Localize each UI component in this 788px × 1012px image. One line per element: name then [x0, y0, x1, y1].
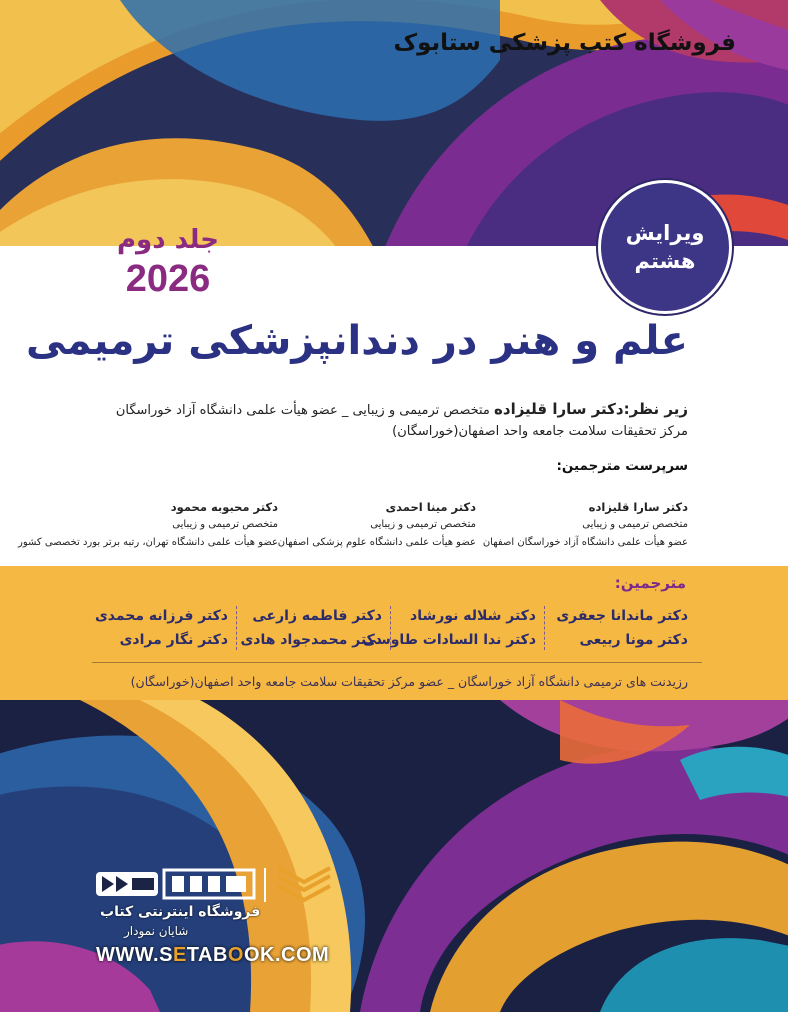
edition-badge-line2: هشتم	[634, 249, 696, 273]
translator-name: دکتر شلاله نورشاد	[410, 608, 536, 624]
url-part: OK.COM	[243, 944, 330, 966]
volume-label: جلد دوم	[117, 225, 219, 255]
supervisor-specialty: متخصص ترمیمی و زیبایی	[370, 519, 476, 530]
translators-heading: مترجمین:	[614, 574, 686, 592]
translator-column	[363, 604, 536, 652]
website-url	[96, 944, 329, 967]
translator-column	[556, 604, 688, 652]
supervisor-specialty: متخصص ترمیمی و زیبایی	[582, 519, 688, 530]
publisher-logo	[92, 866, 342, 906]
column-divider	[390, 606, 391, 650]
supervision-name: دکتر سارا قلیزاده	[494, 400, 624, 418]
column-divider	[544, 606, 545, 650]
column-divider	[236, 606, 237, 650]
translator-name: دکتر مونا ربیعی	[579, 632, 688, 648]
supervisor-affiliation: عضو هیأت علمی دانشگاه آزاد خوراسگان اصفهان	[482, 537, 688, 548]
supervisor-name: دکتر سارا قلیزاده	[588, 500, 688, 514]
edition-badge-line1: ویرایش	[625, 221, 705, 245]
translator-name: دکتر فرزانه محمدی	[94, 608, 228, 624]
translator-name: دکتر ماندانا جعفری	[556, 608, 688, 624]
residents-note: رزیدنت های ترمیمی دانشگاه آزاد خوراسگان _ عضو مرکز تحقیقات سلامت جامعه واحد اصفهان(خوراسگان)	[130, 674, 688, 689]
supervisor-name: دکتر مینا احمدی	[385, 500, 476, 514]
supervisor-card	[18, 498, 278, 552]
supervisor-card	[278, 498, 476, 552]
supervision-label: زیر نظر:	[623, 400, 688, 418]
url-part: TAB	[186, 944, 228, 966]
supervisors-heading: سرپرست مترجمین:	[556, 458, 688, 474]
store-title: فروشگاه کتب پزشکی ستابوک	[393, 30, 736, 56]
supervision-line2: مرکز تحقیقات سلامت جامعه واحد اصفهان(خوراسگان)	[392, 424, 688, 439]
url-part: O	[227, 944, 244, 966]
supervisor-affiliation: عضو هیأت علمی دانشگاه تهران، رتبه برتر بورد تخصصی کشور	[18, 537, 278, 548]
translator-name: دکتر فاطمه زارعی	[252, 608, 382, 624]
supervisor-name: دکتر محبوبه محمود	[170, 500, 278, 514]
publisher-sub: شایان نمودار	[124, 924, 189, 938]
url-part: WWW.S	[96, 944, 173, 966]
translator-name: دکتر محمدجواد هادی	[240, 632, 382, 648]
translators-divider	[92, 662, 702, 663]
supervisor-card	[483, 498, 688, 552]
publisher-name: فروشگاه اینترنتی کتاب	[100, 904, 261, 920]
translator-name: دکتر ندا السادات طاوسی	[362, 632, 536, 648]
supervision-line	[116, 400, 688, 418]
edition-badge	[598, 180, 732, 314]
supervision-desc: متخصص ترمیمی و زیبایی _ عضو هیأت علمی دانشگاه آزاد خوراسگان	[115, 403, 495, 418]
edition-year: 2026	[125, 258, 211, 300]
book-title: علم و هنر در دندانپزشکی ترمیمی	[26, 318, 688, 364]
supervisor-affiliation: عضو هیأت علمی دانشگاه علوم پزشکی اصفهان	[277, 537, 476, 548]
translator-column	[95, 604, 228, 652]
translator-column	[240, 604, 382, 652]
url-part: E	[172, 944, 187, 966]
supervisor-specialty: متخصص ترمیمی و زیبایی	[172, 519, 278, 530]
translator-name: دکتر نگار مرادی	[119, 632, 228, 648]
